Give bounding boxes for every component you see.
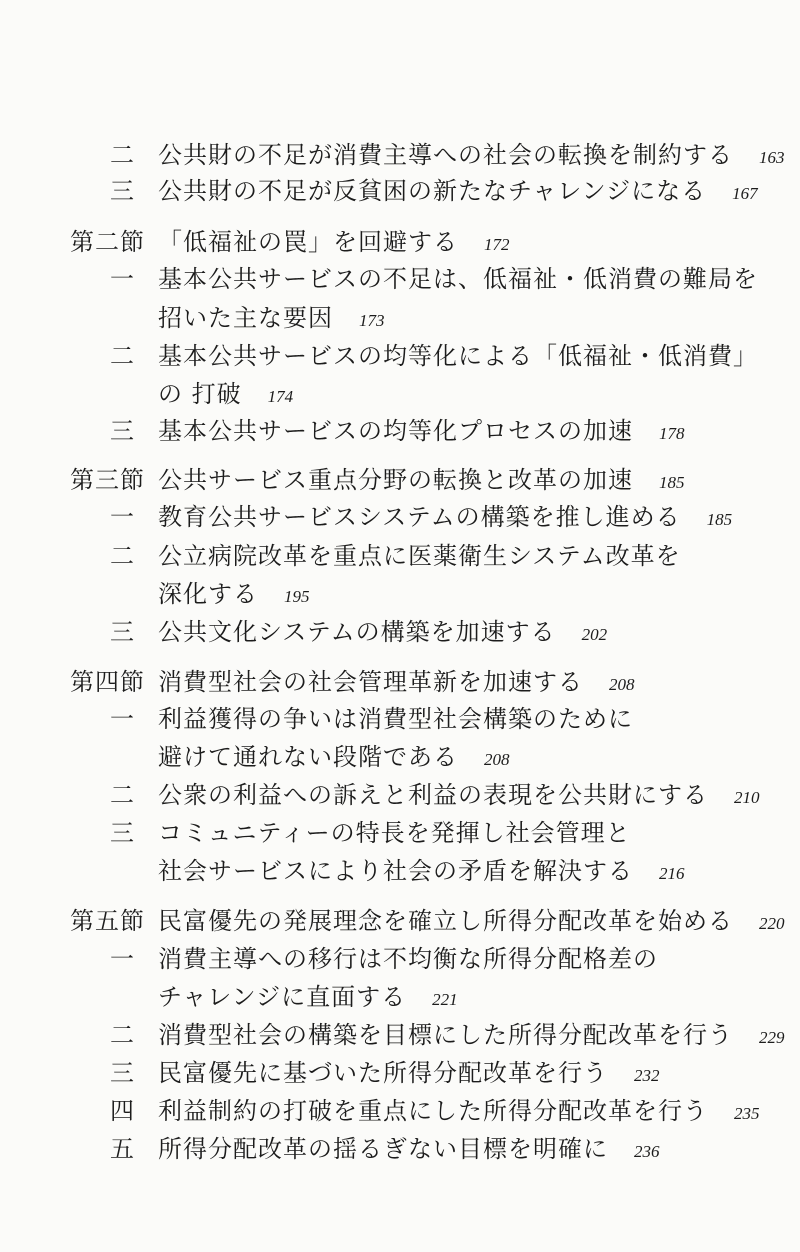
page-number: 172 bbox=[484, 235, 510, 254]
page-number: 208 bbox=[609, 675, 635, 694]
entry-number: 一 bbox=[110, 945, 135, 973]
entry-number: 二 bbox=[110, 141, 135, 169]
section-number: 第三節 bbox=[70, 466, 145, 494]
section-number: 第五節 bbox=[70, 907, 145, 935]
page-number: 229 bbox=[759, 1028, 785, 1047]
page-number: 236 bbox=[634, 1142, 660, 1161]
entry-title: 公衆の利益への訴えと利益の表現を公共財にする bbox=[158, 781, 708, 809]
section-title: 「低福祉の罠」を回避する bbox=[158, 228, 458, 256]
entry-title: 社会サービスにより社会の矛盾を解決する bbox=[158, 857, 633, 885]
entry-title: 公共文化システムの構築を加速する bbox=[158, 618, 556, 646]
entry-number: 三 bbox=[110, 618, 135, 646]
entry-title: 消費主導への移行は不均衡な所得分配格差の bbox=[158, 945, 658, 973]
entry-title: 公共財の不足が反貧困の新たなチャレンジになる bbox=[158, 177, 707, 205]
page-number: 220 bbox=[759, 914, 785, 933]
entry-title: の 打破 bbox=[158, 380, 242, 408]
section-title: 民富優先の発展理念を確立し所得分配改革を始める bbox=[158, 907, 733, 935]
entry-title: 招いた主な要因 bbox=[158, 304, 333, 332]
entry-title: 消費型社会の構築を目標にした所得分配改革を行う bbox=[158, 1021, 733, 1049]
section-title: 公共サービス重点分野の転換と改革の加速 bbox=[158, 466, 633, 494]
page-number: 185 bbox=[659, 473, 685, 492]
entry-title: 基本公共サービスの均等化プロセスの加速 bbox=[158, 417, 633, 445]
page-number: 235 bbox=[734, 1104, 760, 1123]
entry-number: 一 bbox=[110, 705, 135, 733]
entry-title: 民富優先に基づいた所得分配改革を行う bbox=[158, 1059, 608, 1087]
entry-title: コミュニティーの特長を発揮し社会管理と bbox=[158, 819, 631, 847]
entry-number: 二 bbox=[110, 342, 135, 370]
entry-number: 三 bbox=[110, 417, 135, 445]
entry-title: 利益制約の打破を重点にした所得分配改革を行う bbox=[158, 1097, 708, 1125]
entry-number: 二 bbox=[110, 1021, 135, 1049]
entry-title: 深化する bbox=[158, 580, 258, 608]
section-title: 消費型社会の社会管理革新を加速する bbox=[158, 668, 583, 696]
section-number: 第二節 bbox=[70, 228, 145, 256]
entry-title: 教育公共サービスシステムの構築を推し進める bbox=[158, 503, 681, 531]
entry-number: 二 bbox=[110, 781, 135, 809]
page-number: 185 bbox=[706, 510, 733, 529]
entry-title: チャレンジに直面する bbox=[158, 983, 407, 1011]
entry-title: 避けて通れない段階である bbox=[158, 743, 458, 771]
section-number: 第四節 bbox=[70, 668, 145, 696]
page-number: 210 bbox=[734, 788, 760, 807]
entry-number: 二 bbox=[110, 542, 135, 570]
entry-number: 五 bbox=[110, 1135, 135, 1163]
entry-number: 三 bbox=[110, 1059, 135, 1087]
entry-title: 所得分配改革の揺るぎない目標を明確に bbox=[158, 1135, 608, 1163]
page-number: 232 bbox=[634, 1066, 660, 1085]
entry-number: 一 bbox=[110, 265, 135, 293]
entry-title: 利益獲得の争いは消費型社会構築のために bbox=[158, 705, 633, 733]
page-number: 221 bbox=[432, 990, 458, 1009]
entry-number: 三 bbox=[110, 819, 135, 847]
page-number: 208 bbox=[484, 750, 510, 769]
entry-number: 四 bbox=[110, 1097, 135, 1125]
page-number: 202 bbox=[581, 625, 608, 644]
page-number: 178 bbox=[659, 424, 685, 443]
entry-number: 三 bbox=[110, 177, 135, 205]
page-number: 173 bbox=[359, 311, 385, 330]
page-number: 174 bbox=[267, 387, 294, 406]
page-number: 195 bbox=[284, 587, 310, 606]
page-number: 163 bbox=[759, 148, 785, 167]
page-number: 216 bbox=[659, 864, 685, 883]
entry-title: 基本公共サービスの不足は、低福祉・低消費の難局を bbox=[158, 265, 758, 293]
page-number: 167 bbox=[732, 184, 758, 203]
entry-title: 基本公共サービスの均等化による「低福祉・低消費」 bbox=[158, 342, 758, 370]
entry-title: 公立病院改革を重点に医薬衛生システム改革を bbox=[158, 542, 681, 570]
entry-number: 一 bbox=[110, 503, 135, 531]
entry-title: 公共財の不足が消費主導への社会の転換を制約する bbox=[158, 141, 733, 169]
